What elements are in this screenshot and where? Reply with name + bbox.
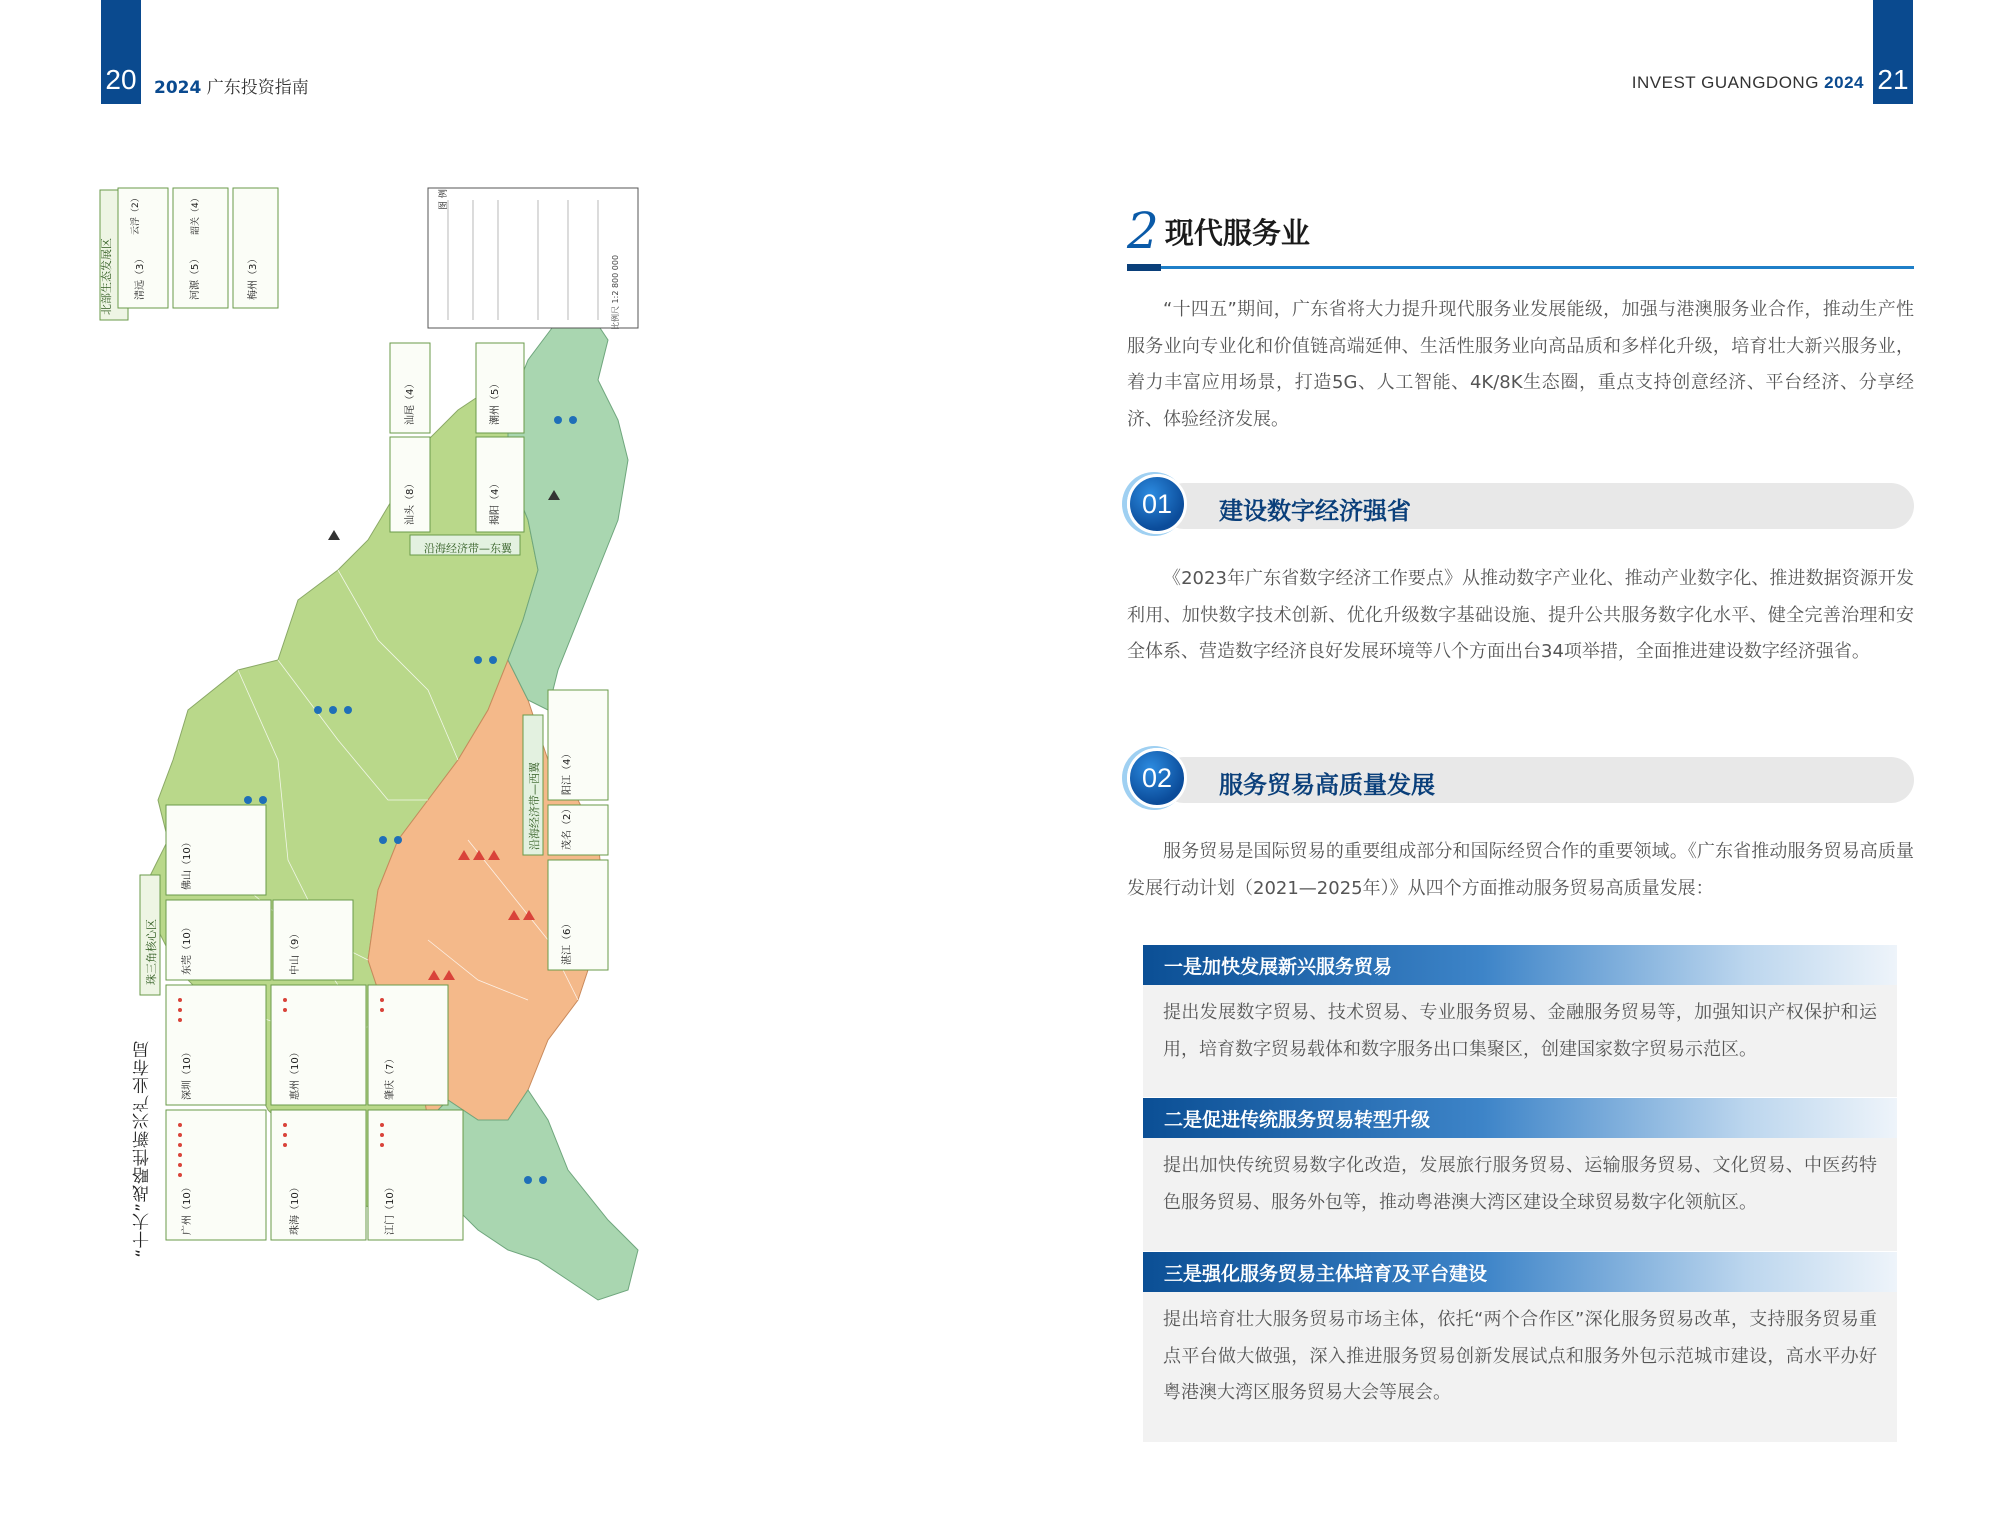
section-title: 现代服务业 xyxy=(1164,216,1310,250)
measure-box-2 xyxy=(1143,1098,1897,1251)
map-city-box-label: 肇庆（7） xyxy=(385,1053,396,1100)
map-city-box-label: 汕尾（4） xyxy=(405,378,416,425)
map-city-box-label: 广州（10） xyxy=(182,1182,193,1235)
measure-box-text: 提出发展数字贸易、技术贸易、专业服务贸易、金融服务贸易等，加强知识产权保护和运用，培育数字贸易载体和数字服务出口集聚区，创建国家数字贸易示范区。 xyxy=(1163,1002,1877,1060)
map-city-box-label: 梅州（3） xyxy=(248,253,259,300)
map-city-box-label: 东莞（10） xyxy=(182,922,193,975)
map-region-label-core: 珠三角核心区 xyxy=(145,919,158,985)
measure-box-title: 三是强化服务贸易主体培育及平台建设 xyxy=(1143,1252,1897,1292)
map-legend-title: 图 例 xyxy=(439,189,449,210)
section-number: 2 xyxy=(1127,202,1159,260)
subsection-heading-02 xyxy=(1127,752,1914,804)
map-region-label-east: 沿海经济带—东翼 xyxy=(424,542,512,555)
map-city-box-label: 揭阳（4） xyxy=(490,478,501,525)
right-running-header xyxy=(1632,73,1864,93)
measure-box-title: 一是加快发展新兴服务贸易 xyxy=(1143,945,1897,985)
map-city-box-label: 江门（10） xyxy=(385,1182,396,1235)
map-title: “十大”战略性新兴产业布局 xyxy=(133,1040,153,1258)
subsection-01-paragraph: 《2023年广东省数字经济工作要点》从推动数字产业化、推动产业数字化、推进数据资源开发利用、加快数字技术创新、优化升级数字基础设施、提升公共服务数字化水平、健全完善治理和安全体系、营造数字经济良好发展环境等八个方面出台34项举措，全面推进建设数字经济强省。 xyxy=(1127,568,1914,662)
right-header-title: INVEST GUANGDONG xyxy=(1631,73,1819,92)
map-city-box-label: 湛江（6） xyxy=(562,918,573,965)
map-city-box-label: 清远（3） xyxy=(135,253,146,300)
section-heading xyxy=(1127,202,1310,260)
map-region-coast-east xyxy=(508,310,628,710)
map-region-label-west: 沿海经济带—西翼 xyxy=(528,762,541,850)
map-city-box-label: 佛山（10） xyxy=(182,837,193,890)
left-header-year: 2024 xyxy=(154,78,202,98)
left-page-number: 20 xyxy=(101,0,141,104)
measure-box-1 xyxy=(1143,945,1897,1097)
measure-box-text: 提出培育壮大服务贸易市场主体，依托“两个合作区”深化服务贸易改革，支持服务贸易重点平台做大做强，深入推进服务贸易创新发展试点和服务外包示范城市建设，高水平办好粤港澳大湾区服务贸易大会等展会。 xyxy=(1163,1309,1877,1403)
right-header-year: 2024 xyxy=(1824,73,1864,92)
map-city-box-label: 云浮（2） xyxy=(131,193,141,235)
map-city-box-label: 深圳（10） xyxy=(182,1047,193,1100)
map-city-box-label: 潮州（5） xyxy=(490,378,501,425)
subsection-number-badge: 02 xyxy=(1127,748,1187,808)
right-page-number: 21 xyxy=(1873,0,1913,104)
map-city-box-label: 惠州（10） xyxy=(290,1047,301,1100)
map-city-box-label: 汕头（8） xyxy=(405,478,416,525)
measure-box-title: 二是促进传统服务贸易转型升级 xyxy=(1143,1098,1897,1138)
map-city-box-label: 珠海（10） xyxy=(290,1182,301,1235)
subsection-title: 建设数字经济强省 xyxy=(1219,497,1411,525)
subsection-02-paragraph: 服务贸易是国际贸易的重要组成部分和国际经贸合作的重要领域。《广东省推动服务贸易高质量发展行动计划（2021—2025年）》从四个方面推动服务贸易高质量发展： xyxy=(1127,841,1914,899)
map-city-box-label: 阳江（4） xyxy=(562,748,573,795)
map-city-box-label: 中山（9） xyxy=(290,928,301,975)
measure-box-3 xyxy=(1143,1252,1897,1442)
map-figure xyxy=(100,189,828,1390)
subsection-title: 服务贸易高质量发展 xyxy=(1219,771,1435,799)
section-rule-accent xyxy=(1127,264,1161,271)
measure-box-text: 提出加快传统贸易数字化改造，发展旅行服务贸易、运输服务贸易、文化贸易、中医药特色服务贸易、服务外包等，推动粤港澳大湾区建设全球贸易数字化领航区。 xyxy=(1163,1155,1877,1213)
industry-layout-map xyxy=(100,189,828,1390)
map-city-box-label: 韶关（4） xyxy=(191,193,201,235)
subsection-heading-01 xyxy=(1127,478,1914,530)
subsection-number-badge: 01 xyxy=(1127,474,1187,534)
section-intro-paragraph: “十四五”期间，广东省将大力提升现代服务业发展能级，加强与港澳服务业合作，推动生产性服务业向专业化和价值链高端延伸、生活性服务业向高品质和多样化升级，培育壮大新兴服务业，着力丰富应用场景，打造5G、人工智能、4K/8K生态圈，重点支持创意经济、平台经济、分享经济、体验经济发展。 xyxy=(1127,299,1914,430)
map-city-box-label: 茂名（2） xyxy=(562,803,573,850)
map-region-label-north: 北部生态发展区 xyxy=(100,238,113,315)
map-scale: 比例尺 1:2 800 000 xyxy=(611,254,620,330)
left-running-header xyxy=(154,73,309,98)
map-city-box-label: 河源（5） xyxy=(190,253,201,300)
section-rule xyxy=(1127,266,1914,269)
left-header-title: 广东投资指南 xyxy=(206,78,309,98)
